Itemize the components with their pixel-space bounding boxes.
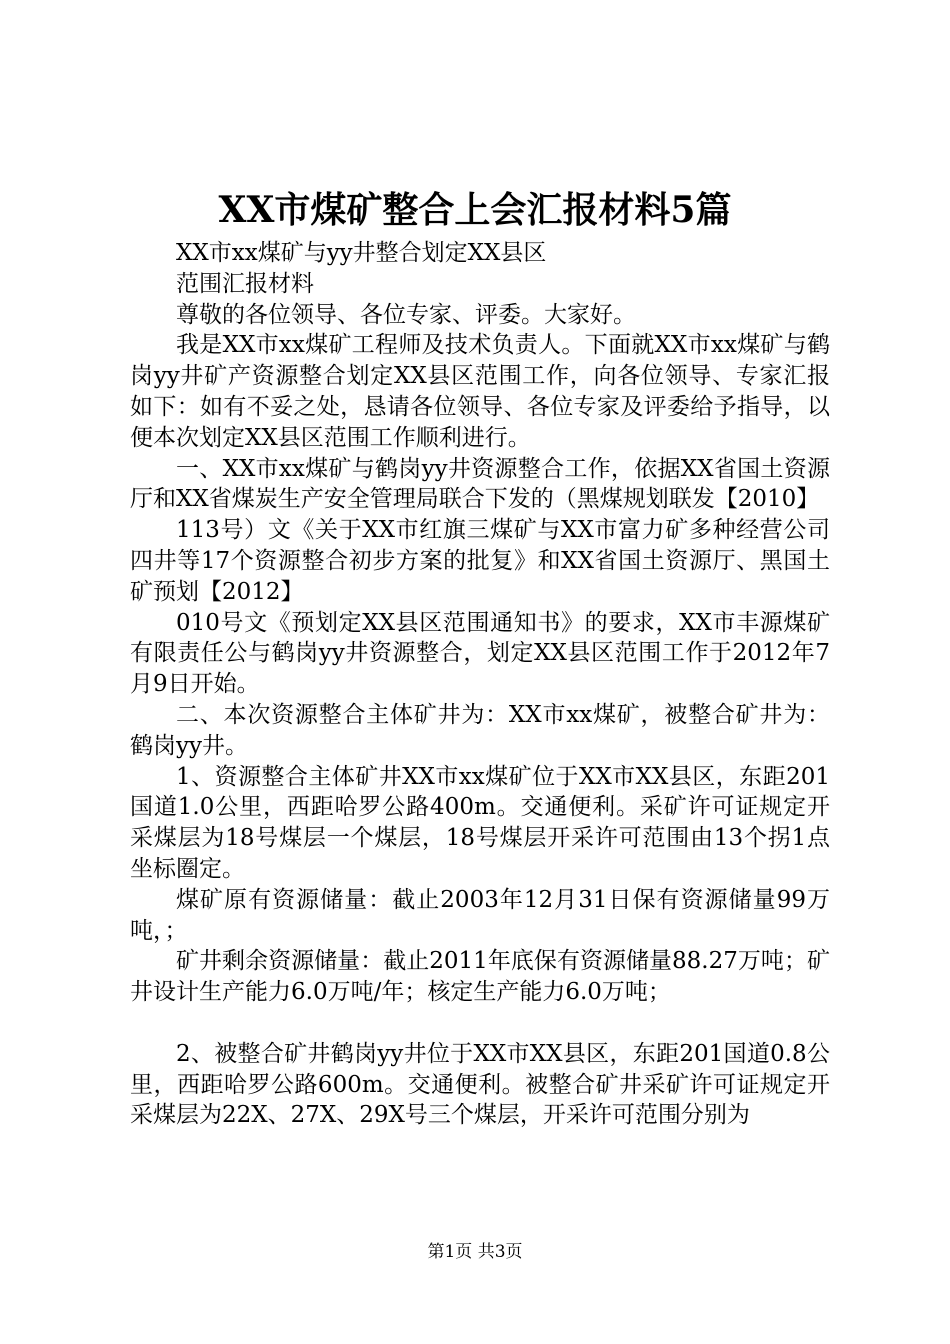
paragraph: 我是XX市xx煤矿工程师及技术负责人。下面就XX市xx煤矿与鹤岗yy井矿产资源整合划定XX县区范围工作，向各位领导、专家汇报如下：如有不妥之处，恳请各位领导、各位专家及评委给予指导，以便本次划定XX县区范围工作顺利进行。 <box>130 332 830 451</box>
paragraph: 一、XX市xx煤矿与鹤岗yy井资源整合工作，依据XX省国土资源厅和XX省煤炭生产安全管理局联合下发的（黑煤规划联发【2010】 <box>130 455 830 513</box>
paragraph: 范围汇报材料 <box>176 270 314 297</box>
paragraph: 010号文《预划定XX县区范围通知书》的要求，XX市丰源煤矿有限责任公与鹤岗yy井资源整合，划定XX县区范围工作于2012年7月9日开始。 <box>130 609 830 698</box>
paragraph: 二、本次资源整合主体矿井为：XX市xx煤矿，被整合矿井为：鹤岗yy井。 <box>130 701 830 759</box>
paragraph: 矿井剩余资源储量：截止2011年底保有资源储量88.27万吨；矿井设计生产能力6.0万吨/年；核定生产能力6.0万吨； <box>130 948 830 1006</box>
paragraph: 煤矿原有资源储量：截止2003年12月31日保有资源储量99万吨，； <box>130 886 830 944</box>
paragraph: XX市xx煤矿与yy井整合划定XX县区 <box>176 240 547 266</box>
document-body <box>130 238 830 1131</box>
paragraph: 1、资源整合主体矿井XX市xx煤矿位于XX市XX县区，东距201国道1.0公里，西距哈罗公路400m。交通便利。采矿许可证规定开采煤层为18号煤层一个煤层，18号煤层开采许可范围由13个拐1点坐标圈定。 <box>130 763 830 882</box>
paragraph: 2、被整合矿井鹤岗yy井位于XX市XX县区，东距201国道0.8公里，西距哈罗公路600m。交通便利。被整合矿井采矿许可证规定开采煤层为22X、27X、29X号三个煤层，开采许可范围分别为 <box>130 1040 830 1129</box>
page-number: 第1页 共3页 <box>427 1242 523 1262</box>
paragraph: 尊敬的各位领导、各位专家、评委。大家好。 <box>176 301 636 328</box>
paragraph: 113号）文《关于XX市红旗三煤矿与XX市富力矿多种经营公司四井等17个资源整合初步方案的批复》和XX省国土资源厅、黑国土矿预划【2012】 <box>130 517 830 605</box>
document-title: XX市煤矿整合上会汇报材料5篇 <box>218 189 732 231</box>
